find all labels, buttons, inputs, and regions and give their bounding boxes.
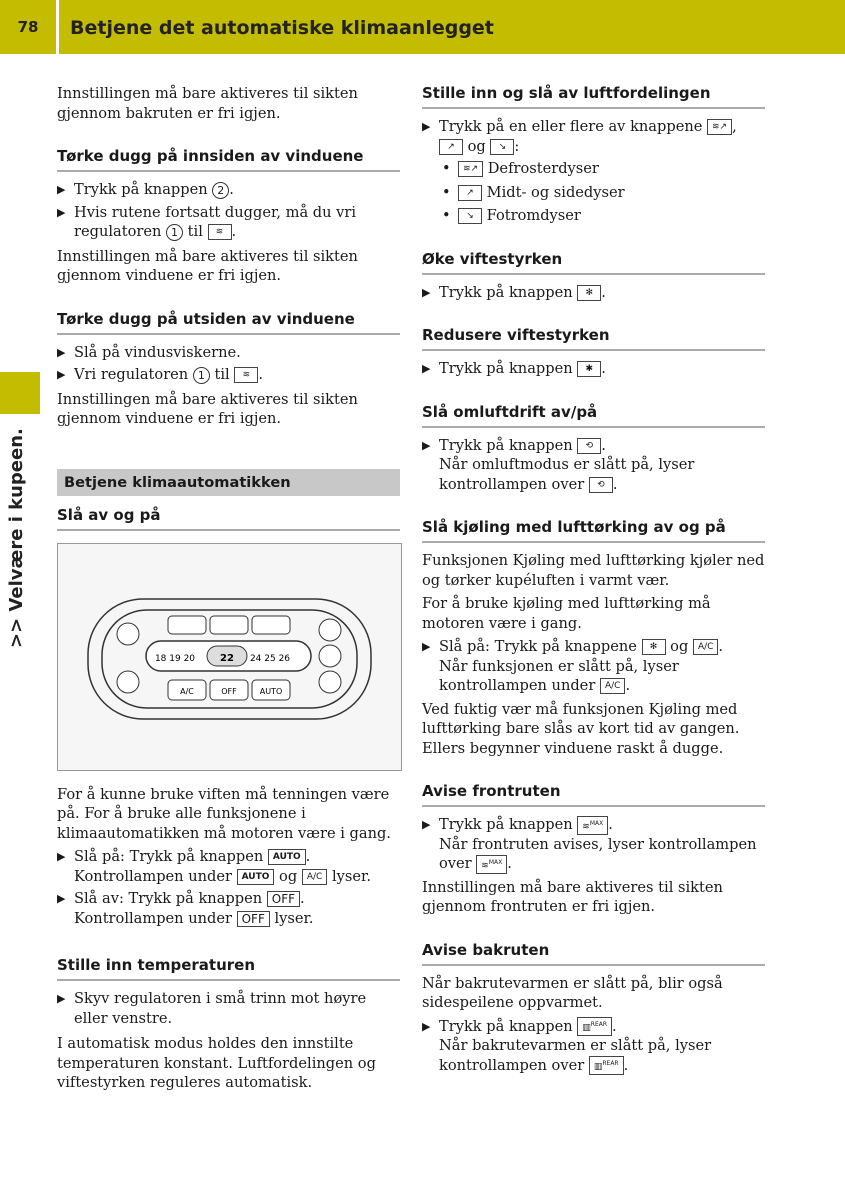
paragraph: Innstillingen må bare aktiveres til sikten gjennom bakruten er fri igjen. xyxy=(57,85,358,122)
recirculation-icon: ⟲ xyxy=(577,438,601,454)
paragraph: I automatisk modus holdes den innstilte temperaturen konstant. Luftfordelingen og viftestyrken reguleres automatisk. xyxy=(57,1035,376,1091)
side-chapter-label: >> Velvære i kupeen. xyxy=(6,428,27,648)
ac-button-icon: A/C xyxy=(693,639,718,655)
heading-air-distribution: Stille inn og slå av luftfordelingen xyxy=(422,84,765,109)
climate-panel-drawing xyxy=(58,544,401,770)
list-item: ▶ Hvis rutene fortsatt dugger, må du vri regulatoren 1 til ≋ . xyxy=(57,203,400,242)
page-header xyxy=(0,0,845,54)
panel-off-label: OFF xyxy=(221,686,237,696)
heading-cooling: Slå kjøling med lufttørking av og på xyxy=(422,518,765,543)
fan-high-icon: ✻ xyxy=(642,639,666,655)
callout-1-icon: 1 xyxy=(166,224,183,241)
defroster-vent-icon: ≋↗ xyxy=(458,161,483,177)
list-item: ▶ Trykk på knappen ⟲ . Når omluftmodus er slått på, lyser kontrollampen over ⟲ . xyxy=(422,436,765,495)
callout-2-icon: 2 xyxy=(212,182,229,199)
list-item: ▶ Trykk på en eller flere av knappene ≋↗ , ↗ og ↘ : xyxy=(422,117,765,156)
header-divider xyxy=(56,0,59,54)
paragraph: Når bakrutevarmen er slått på, blir også sidespeilene oppvarmet. xyxy=(422,974,723,1011)
off-button-icon: OFF xyxy=(237,911,270,927)
defrost-icon: ≋ xyxy=(208,224,232,240)
paragraph: Innstillingen må bare aktiveres til sikten gjennom vinduene er fri igjen. xyxy=(57,247,358,284)
off-button-icon: OFF xyxy=(267,891,300,907)
list-item: • ≋↗ Defrosterdyser xyxy=(422,159,765,179)
max-defrost-icon: ≋$^{MAX}$ xyxy=(577,816,608,835)
paragraph: Funksjonen Kjøling med lufttørking kjøler ned og tørker kupéluften i varmt vær. xyxy=(422,552,765,589)
temp-set-label: 22 xyxy=(220,652,234,664)
auto-button-icon: AUTO xyxy=(268,849,306,865)
panel-auto-label: AUTO xyxy=(259,686,283,696)
heading-defog-inside: Tørke dugg på innsiden av vinduene xyxy=(57,147,400,172)
paragraph: For å kunne bruke viften må tenningen være på. For å bruke alle funksjonene i klimaautomatikken må motoren være i gang. xyxy=(57,785,391,842)
paragraph: For å bruke kjøling med lufttørking må motoren være i gang. xyxy=(422,595,711,632)
list-item: ▶ Slå av: Trykk på knappen OFF . Kontrollampen under OFF lyser. xyxy=(57,889,400,928)
page-title: Betjene det automatiske klimaanlegget xyxy=(70,17,494,39)
face-vent-icon: ↗ xyxy=(439,139,463,155)
heading-on-off: Slå av og på xyxy=(57,506,400,531)
temps-left-label: 18 19 20 xyxy=(154,653,196,664)
list-item: • ↗ Midt- og sidedyser xyxy=(422,183,765,203)
defrost-icon: ≋ xyxy=(234,367,258,383)
ac-button-icon: A/C xyxy=(302,869,327,885)
heading-defrost-rear: Avise bakruten xyxy=(422,941,765,966)
side-tab-marker xyxy=(0,372,40,414)
list-item: • ↘ Fotromdyser xyxy=(422,206,765,226)
right-column xyxy=(422,84,765,1078)
max-defrost-icon: ≋$^{MAX}$ xyxy=(476,855,507,874)
list-item: ▶ Skyv regulatoren i små trinn mot høyre eller venstre. xyxy=(57,989,400,1028)
foot-vent-icon: ↘ xyxy=(490,139,514,155)
fan-low-icon: ✱ xyxy=(577,361,601,377)
heading-temperature: Stille inn temperaturen xyxy=(57,956,400,981)
list-item: ▶ Trykk på knappen ≋$^{MAX}$ . Når frontruten avises, lyser kontrollampen over ≋$^{MAX}$ . xyxy=(422,815,765,874)
ac-button-icon: A/C xyxy=(600,678,625,694)
list-item: ▶ Slå på: Trykk på knappene ✻ og A/C . Når funksjonen er slått på, lyser kontrollampen under A/C . xyxy=(422,637,765,696)
list-item: ▶ Trykk på knappen ✻ . xyxy=(422,283,765,303)
paragraph: Ved fuktig vær må funksjonen Kjøling med lufttørking bare slås av kort tid av gangen. Ellers begynner vinduene raskt å dugge. xyxy=(422,700,740,757)
panel-ac-label: A/C xyxy=(180,686,194,696)
paragraph: Innstillingen må bare aktiveres til sikten gjennom frontruten er fri igjen. xyxy=(422,878,723,915)
fan-high-icon: ✻ xyxy=(577,285,601,301)
temps-right-label: 24 25 26 xyxy=(249,653,291,664)
paragraph: Innstillingen må bare aktiveres til sikten gjennom vinduene er fri igjen. xyxy=(57,390,358,427)
heading-defrost-front: Avise frontruten xyxy=(422,782,765,807)
climate-panel-illustration xyxy=(57,543,402,771)
foot-vent-icon: ↘ xyxy=(458,208,482,224)
auto-button-icon: AUTO xyxy=(237,869,275,885)
list-item: ▶ Trykk på knappen ▥$^{REAR}$ . Når bakrutevarmen er slått på, lyser kontrollampen over ▥$^{REAR}$ . xyxy=(422,1017,765,1076)
rear-defrost-icon: ▥$^{REAR}$ xyxy=(589,1056,624,1075)
heading-fan-down: Redusere viftestyrken xyxy=(422,326,765,351)
list-item: ▶ Trykk på knappen 2 . xyxy=(57,180,400,200)
page-number: 78 xyxy=(17,18,39,36)
section-bar: Betjene klimaautomatikken xyxy=(57,469,400,496)
rear-defrost-icon: ▥$^{REAR}$ xyxy=(577,1017,612,1036)
list-item: ▶ Slå på: Trykk på knappen AUTO . Kontrollampen under AUTO og A/C lyser. xyxy=(57,847,400,886)
heading-defog-outside: Tørke dugg på utsiden av vinduene xyxy=(57,310,400,335)
heading-recirculation: Slå omluftdrift av/på xyxy=(422,403,765,428)
face-vent-icon: ↗ xyxy=(458,185,482,201)
callout-1-icon: 1 xyxy=(193,367,210,384)
list-item: ▶ Vri regulatoren 1 til ≋ . xyxy=(57,365,400,385)
list-item: ▶ Trykk på knappen ✱ . xyxy=(422,359,765,379)
left-column xyxy=(57,84,400,1093)
recirculation-icon: ⟲ xyxy=(589,477,613,493)
heading-fan-up: Øke viftestyrken xyxy=(422,250,765,275)
list-item: ▶ Slå på vindusviskerne. xyxy=(57,343,400,363)
defroster-vent-icon: ≋↗ xyxy=(707,119,732,135)
